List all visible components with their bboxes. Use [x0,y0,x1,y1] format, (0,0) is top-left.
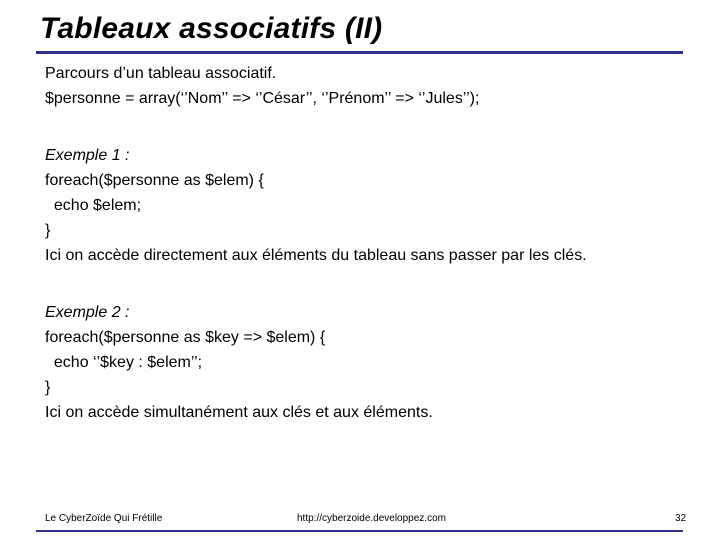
slide-body [45,61,695,425]
example-2-heading: Exemple 2 : [45,304,130,321]
example-1-code-line: } [45,222,51,239]
example-2-code-line: } [45,379,51,396]
footer-url: http://cyberzoide.developpez.com [297,513,446,524]
example-1-heading: Exemple 1 : [45,147,130,164]
footer-author: Le CyberZoïde Qui Frétille [45,513,163,524]
example-1-code-line: foreach($personne as $elem) { [45,172,264,189]
example-1-note: Ici on accède directement aux éléments du tableau sans passer par les clés. [45,247,587,264]
example-1-code-line: echo $elem; [45,197,142,214]
intro-line: Parcours d’un tableau associatif. [45,65,277,82]
example-2-code-line: echo ‘’$key : $elem’’; [45,354,203,371]
title-divider [36,51,683,54]
page-number: 32 [675,513,687,524]
intro-code-line: $personne = array(‘’Nom’’ => ‘’César’’, ‘’Prénom’’ => ‘’Jules’’); [45,90,480,107]
slide-title: Tableaux associatifs (II) [40,12,383,45]
example-2-note: Ici on accède simultanément aux clés et aux éléments. [45,404,433,421]
footer-divider [36,530,683,532]
example-2-code-line: foreach($personne as $key => $elem) { [45,329,326,346]
